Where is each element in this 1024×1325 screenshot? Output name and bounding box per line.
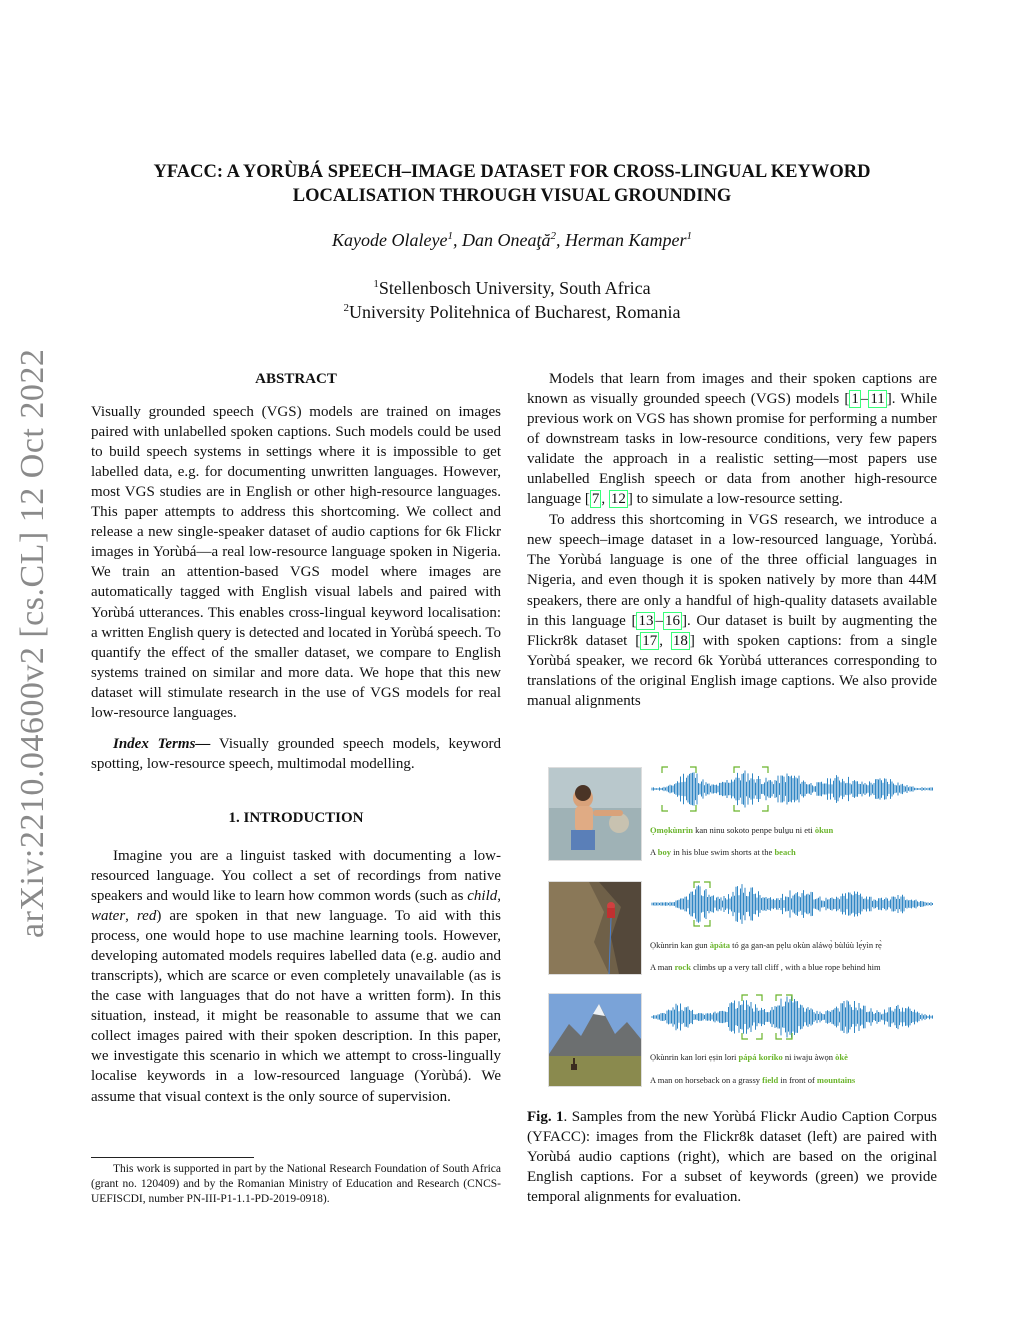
caption-segment: A man on horseback on a grassy xyxy=(650,1075,763,1085)
alignment-bracket xyxy=(690,805,696,811)
caption-segment: in his blue swim shorts at the xyxy=(671,847,775,857)
caption-segment: tó ga gan-an pẹlu okùn aláwọ̀ bùlúù lẹ́yìn rẹ̀ xyxy=(730,940,882,950)
alignment-bracket xyxy=(762,767,768,773)
paper-title xyxy=(100,160,924,208)
abstract-body: Visually grounded speech (VGS) models are trained on images paired with unlabelled spoken captions. Such models could be used to build speech systems in settings where it is impossible to get labelled data, e.g. for documenting unwritten languages. However, most VGS studies are in English or other high-resource languages. This paper attempts to address this shortcoming. We collect and release a new single-speaker dataset of audio captions for 6k Flickr images in Yorùbá—a real low-resource language spoken in Nigeria. We train an attention-based VGS model where images are automatically tagged with English visual labels and paired with Yorùbá utterances. This enables cross-lingual keyword localisation: a written English query is detected and located in Yorùbá speech. To quantify the effect of the smaller dataset, we compare to English systems trained on similar and more data. We hope that this new dataset will stimulate research in the use of VGS models for real low-resource languages. xyxy=(91,404,501,721)
yoruba-caption-2 xyxy=(650,940,882,950)
caption-segment: kan ninu sokoto penpe bulu̠u ni eti xyxy=(693,825,815,835)
caption-segment: Ọkùnrin kan gun xyxy=(650,940,710,950)
alignment-bracket xyxy=(742,1033,748,1039)
affiliation-2: $^2$University Politehnica of Bucharest, Romania xyxy=(343,302,681,322)
keyword-highlight: pápá koríko xyxy=(738,1052,783,1062)
rock-climber-image xyxy=(548,881,642,975)
caption-segment: Ọkùnrin kan lori ẹṣin lori xyxy=(650,1052,739,1062)
citation-link[interactable]: 7 xyxy=(591,491,600,508)
yoruba-caption-3 xyxy=(650,1052,848,1062)
waveform-1 xyxy=(650,765,935,813)
title-line-1: YFACC: A YORÙBÁ SPEECH–IMAGE DATASET FOR CROSS-LINGUAL KEYWORD xyxy=(153,162,871,182)
citation-link[interactable]: 11 xyxy=(870,391,885,408)
keyword-highlight: field xyxy=(762,1075,779,1085)
keyword-highlight: rock xyxy=(674,962,691,972)
keyword-highlight: beach xyxy=(774,847,796,857)
author-2: Dan Oneaţă$^2$, xyxy=(461,230,565,250)
citation-link[interactable]: 13 xyxy=(638,612,654,629)
mountain-horseback-image xyxy=(548,993,642,1087)
beach-boy-image xyxy=(548,767,642,861)
right-paragraph-2: To address this shortcoming in VGS research, we introduce a new speech–image dataset in a low-resourced language, Yorùbá. The Yorùbá language is one of the three official languages in Nigeria, and even though it is spoken natively by more than 44M speakers, there are only a handful of high-quality datasets available in this language [ 13 – 16 ]. Our dataset is built by augmenting the Flickr8k dataset [ 17 , 18 ] with spoken captions: from a single Yorùbá speaker, we record 6k Yorùbá utterances corresponding to translations of the original English image captions. We also provide manual alignments xyxy=(527,512,938,709)
caption-segment: climbs up a very tall cliff , with a blue rope behind him xyxy=(690,962,881,972)
author-list xyxy=(100,230,924,251)
left-column xyxy=(91,369,501,1107)
alignment-bracket xyxy=(734,805,740,811)
waveform-2 xyxy=(650,880,935,928)
keyword-highlight: Ọmọkùnrin xyxy=(650,825,693,835)
alignment-bracket xyxy=(704,882,710,888)
citation-link[interactable]: 12 xyxy=(610,491,626,508)
caption-segment: in front of xyxy=(778,1075,817,1085)
english-caption-2 xyxy=(650,962,881,972)
right-column xyxy=(527,369,937,711)
keyword-highlight: boy xyxy=(657,847,672,857)
alignment-bracket xyxy=(734,767,740,773)
alignment-bracket xyxy=(762,805,768,811)
caption-segment: A man xyxy=(650,962,675,972)
waveform-3 xyxy=(650,993,935,1041)
title-line-2: LOCALISATION THROUGH VISUAL GROUNDING xyxy=(292,186,732,206)
english-caption-1 xyxy=(650,847,796,857)
alignment-bracket xyxy=(662,767,668,773)
alignment-bracket xyxy=(704,920,710,926)
author-1: Kayode Olaleye$^1$, xyxy=(332,230,462,250)
keyword-highlight: mountains xyxy=(816,1075,856,1085)
caption-segment: A xyxy=(650,847,658,857)
keyword-highlight: àpáta xyxy=(709,940,731,950)
index-terms: Index Terms— Visually grounded speech models, keyword spotting, low-resource speech, multimodal modelling. xyxy=(91,735,501,772)
keyword-highlight: òkun xyxy=(814,825,834,835)
affiliation-1: $^1$Stellenbosch University, South Africa xyxy=(373,278,651,298)
abstract-heading: ABSTRACT xyxy=(255,371,337,387)
alignment-bracket xyxy=(756,1033,762,1039)
author-3: Herman Kamper$^1$ xyxy=(564,230,692,250)
keyword-highlight: òkè xyxy=(835,1052,848,1062)
citation-link[interactable]: 1 xyxy=(851,391,859,408)
alignment-bracket xyxy=(756,995,762,1001)
english-caption-3 xyxy=(650,1075,855,1085)
alignment-bracket xyxy=(742,995,748,1001)
citation-link[interactable]: 17 xyxy=(642,632,658,649)
alignment-bracket xyxy=(690,767,696,773)
footnote: This work is supported in part by the National Research Foundation of South Africa (grant no. 120409) and by the Romanian Ministry of Education and Research (CNCS-UEFISCDI, number PN-III-P1-1.1-PD-2019-0918). xyxy=(91,1163,501,1205)
right-paragraph-1: Models that learn from images and their spoken captions are known as visually grounded speech (VGS) models [ 1 – 11 ]. While previous work on VGS has shown promise for performing a number of downstream tasks in low-resource conditions, very few papers validate the approach in a realistic setting—most papers use unlabelled English speech or data from another high-resource language [ 7 , 12 ] to simulate a low-resource setting. xyxy=(527,371,937,508)
citation-link[interactable]: 18 xyxy=(672,632,688,649)
alignment-bracket xyxy=(662,805,668,811)
yoruba-caption-1 xyxy=(650,825,833,835)
citation-link[interactable]: 16 xyxy=(664,612,680,629)
introduction-paragraph: Imagine you are a linguist tasked with documenting a low-resourced language. You collect a set of recordings from native speakers and would like to learn how common words (such as child, water, red) are spoken in that new language. To aid with this process, one would hope to use machine learning tools. However, developing automated models requires labelled data (e.g. audio and transcripts), which are scarce or even completely unavailable (as is the case with languages that do not have a written form). In this situation, instead, it might be reasonable to assume that we can collect images paired with their spoken description. In this paper, we investigate this scenario in which we attempt to cross-lingually localise keywords in a low-resourced language (Yorùbá). We assume that visual context is the only source of supervision. xyxy=(91,847,501,1105)
arxiv-stamp: arXiv:2210.04600v2 [cs.CL] 12 Oct 2022 xyxy=(14,348,51,938)
introduction-heading: 1. INTRODUCTION xyxy=(228,809,364,826)
figure-caption: Fig. 1. Samples from the new Yorùbá Flickr Audio Caption Corpus (YFACC): images from the Flickr8k dataset (left) are paired with Yorùbá audio captions (right), which are based on the original English captions. For a subset of keywords (green) we provide temporal alignments for evaluation. xyxy=(527,1109,937,1205)
footnote-rule xyxy=(91,1157,254,1158)
caption-segment: ni iwaju àwọn xyxy=(782,1052,836,1062)
